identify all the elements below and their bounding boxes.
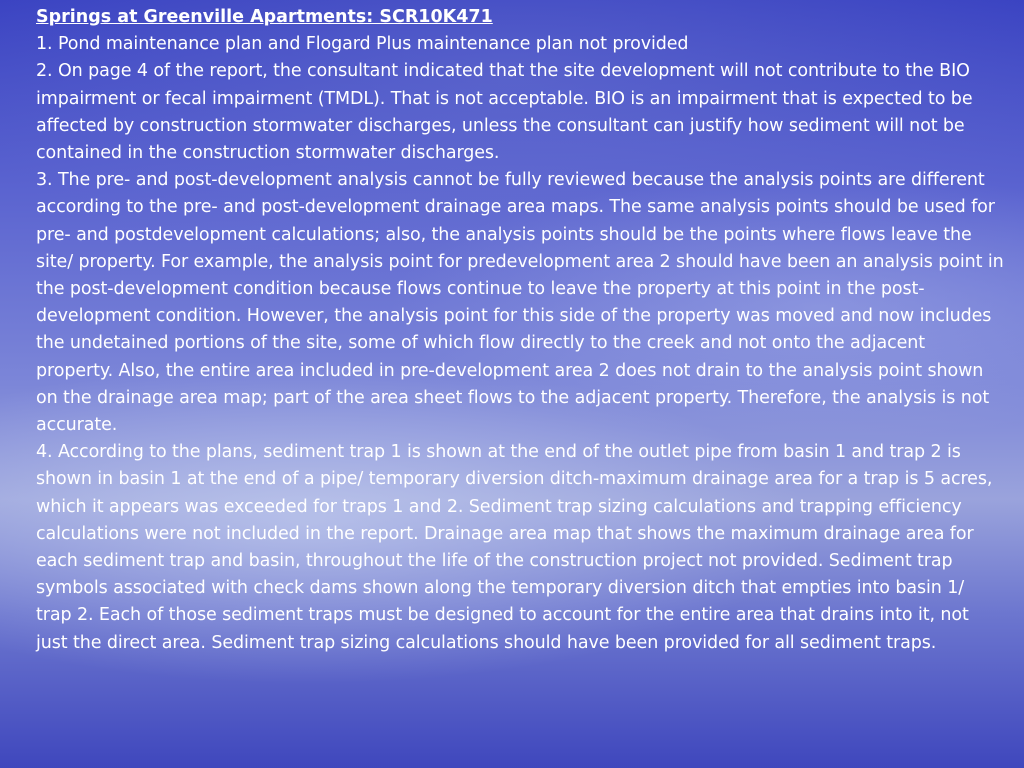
comment-item-3: 3. The pre- and post-development analysis cannot be fully reviewed because the analysis points are different according to the pre- and post-development drainage area maps. The same analysis points should be used for pre- and postdevelopment calculations; also, the analysis points should be the points where flows leave the site/ property. For example, the analysis point for predevelopment area 2 should have been an analysis point in the post-development condition because flows continue to leave the property at this point in the post-development condition. However, the analysis point for this side of the property was moved and now includes the undetained portions of the site, some of which flow directly to the creek and not onto the adjacent property. Also, the entire area included in pre-development area 2 does not drain to the analysis point shown on the drainage area map; part of the area sheet flows to the adjacent property. Therefore, the analysis is not accurate.	[36, 170, 1004, 436]
comment-item-2: 2. On page 4 of the report, the consultant indicated that the site development will not contribute to the BIO impairment or fecal impairment (TMDL). That is not acceptable. BIO is an impairment that is expected to be affected by construction stormwater discharges, unless the consultant can justify how sediment will not be contained in the construction stormwater discharges.	[36, 61, 973, 164]
slide-title: Springs at Greenville Apartments: SCR10K471	[36, 7, 493, 27]
comment-item-1: 1. Pond maintenance plan and Flogard Plus maintenance plan not provided	[36, 34, 689, 55]
comment-item-4: 4. According to the plans, sediment trap 1 is shown at the end of the outlet pipe from basin 1 and trap 2 is shown in basin 1 at the end of a pipe/ temporary diversion ditch-maximum drainage area for a trap is 5 acres, which it appears was exceeded for traps 1 and 2. Sediment trap sizing calculations and trapping efficiency calculations were not included in the report. Drainage area map that shows the maximum drainage area for each sediment trap and basin, throughout the life of the construction project not provided. Sediment trap symbols associated with check dams shown along the temporary diversion ditch that empties into basin 1/ trap 2. Each of those sediment traps must be designed to account for the entire area that drains into it, not just the direct area. Sediment trap sizing calculations should have been provided for all sediment traps.	[36, 442, 993, 653]
